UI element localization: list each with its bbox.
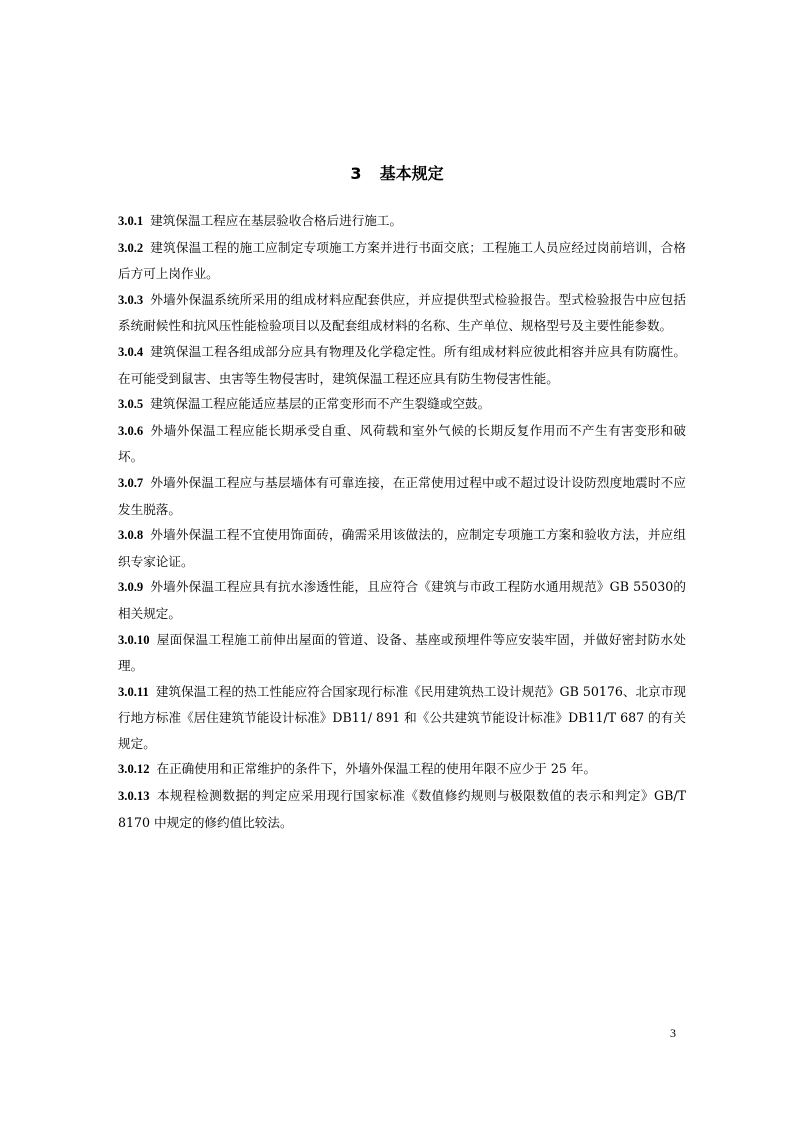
- clause-text: 本规程检测数据的判定应采用现行国家标准《数值修约规则与极限数值的表示和判定》GB/T 8170 中规定的修约值比较法。: [118, 788, 686, 830]
- clause-text: 外墙外保温工程应具有抗水渗透性能，且应符合《建筑与市政工程防水通用规范》GB 55030的相关规定。: [118, 579, 686, 621]
- clause-number: 3.0.10: [118, 632, 150, 647]
- clause-number: 3.0.9: [118, 580, 144, 595]
- clause-3-0-3: [118, 287, 686, 339]
- clause-3-0-12: [118, 756, 686, 783]
- chapter-title: [0, 161, 794, 187]
- chapter-number: 3: [350, 163, 362, 183]
- clause-3-0-4: [118, 339, 686, 391]
- clause-number: 3.0.5: [118, 397, 144, 412]
- clause-text: 建筑保温工程各组成部分应具有物理及化学稳定性。所有组成材料应彼此相容并应具有防腐性。在可能受到鼠害、虫害等生物侵害时，建筑保温工程还应具有防生物侵害性能。: [118, 343, 686, 386]
- clause-3-0-7: [118, 470, 686, 522]
- clause-number: 3.0.11: [118, 684, 149, 699]
- clause-3-0-1: [118, 208, 686, 235]
- chapter-title-text: 基本规定: [379, 163, 444, 183]
- clause-text: 在正确使用和正常维护的条件下，外墙外保温工程的使用年限不应少于 25 年。: [156, 761, 597, 777]
- clause-3-0-9: [118, 574, 686, 626]
- clause-3-0-5: [118, 391, 686, 418]
- clause-number: 3.0.7: [118, 475, 144, 490]
- clause-number: 3.0.3: [118, 292, 144, 307]
- clause-number: 3.0.13: [118, 789, 150, 804]
- clause-text: 建筑保温工程应在基层验收合格后进行施工。: [150, 213, 403, 228]
- clause-3-0-6: [118, 418, 686, 470]
- page-number: 3: [670, 1026, 676, 1040]
- clause-text: 外墙外保温系统所采用的组成材料应配套供应，并应提供型式检验报告。型式检验报告中应包括系统耐候性和抗风压性能检验项目以及配套组成材料的名称、生产单位、规格型号及主要性能参数。: [118, 291, 686, 334]
- clause-number: 3.0.6: [118, 423, 144, 438]
- clause-3-0-11: [118, 679, 686, 757]
- clause-list: [118, 208, 686, 835]
- clause-number: 3.0.2: [118, 240, 144, 255]
- clause-3-0-13: [118, 783, 686, 835]
- clause-3-0-10: [118, 627, 686, 679]
- clause-3-0-2: [118, 235, 686, 287]
- clause-text: 外墙外保温工程应与基层墙体有可靠连接，在正常使用过程中或不超过设计设防烈度地震时不应发生脱落。: [118, 474, 686, 517]
- clause-number: 3.0.12: [118, 762, 150, 777]
- clause-text: 外墙外保温工程不宜使用饰面砖，确需采用该做法的，应制定专项施工方案和验收方法，并应组织专家论证。: [118, 527, 686, 569]
- clause-number: 3.0.8: [118, 528, 144, 543]
- clause-text: 建筑保温工程的热工性能应符合国家现行标准《民用建筑热工设计规范》GB 50176、北京市现行地方标准《居住建筑节能设计标准》DB11/ 891 和《公共建筑节能设计标准》DB11/T 687 的有关规定。: [118, 683, 686, 751]
- clause-number: 3.0.1: [118, 214, 144, 228]
- clause-text: 建筑保温工程的施工应制定专项施工方案并进行书面交底；工程施工人员应经过岗前培训，合格后方可上岗作业。: [118, 239, 686, 282]
- clause-number: 3.0.4: [118, 344, 144, 359]
- clause-text: 建筑保温工程应能适应基层的正常变形而不产生裂缝或空鼓。: [150, 396, 491, 412]
- clause-text: 屋面保温工程施工前伸出屋面的管道、设备、基座或预埋件等应安装牢固，并做好密封防水处理。: [118, 631, 686, 674]
- clause-text: 外墙外保温工程应能长期承受自重、风荷载和室外气候的长期反复作用而不产生有害变形和破坏。: [118, 422, 686, 465]
- clause-3-0-8: [118, 522, 686, 574]
